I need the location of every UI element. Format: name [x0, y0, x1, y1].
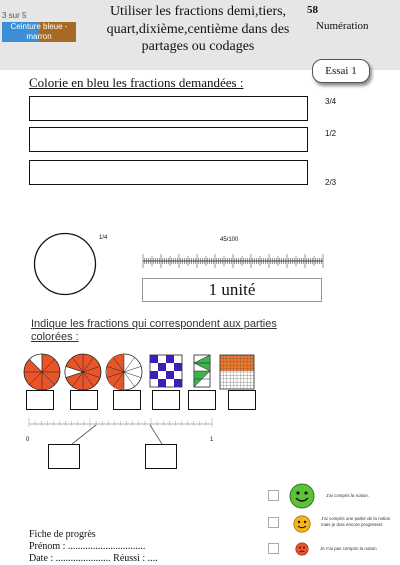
- answer-box-2[interactable]: [70, 390, 98, 410]
- green-smiley-icon: [289, 483, 315, 509]
- page-indicator: 3 sur 5: [2, 11, 27, 20]
- hundred-grid-shape: [220, 355, 254, 389]
- number-line-answer-box-1[interactable]: [48, 444, 80, 469]
- answer-box-1[interactable]: [26, 390, 54, 410]
- number-line-answer-box-2[interactable]: [145, 444, 177, 469]
- assessment-checkbox-2[interactable]: [268, 517, 279, 528]
- unit-label: 1 unité: [142, 278, 322, 302]
- belt-label: Ceinture bleue - marron: [10, 22, 68, 41]
- green-triangles-shape: [194, 355, 210, 387]
- circle-fraction-label: 1/4: [99, 235, 108, 241]
- fraction-label-2: 1/2: [325, 129, 337, 138]
- number-line-end: 1: [210, 437, 214, 443]
- fraction-label-1: 3/4: [325, 97, 337, 106]
- assessment-label-3: Je n'ai pas compris la notion: [320, 546, 377, 551]
- red-smiley-icon: [295, 542, 309, 556]
- fraction-bar-1[interactable]: [29, 96, 308, 121]
- assessment-label-1: J'ai compris la notion.: [326, 493, 370, 498]
- attempt-badge: Essai 1: [312, 59, 370, 83]
- answer-box-6[interactable]: [228, 390, 256, 410]
- number-line[interactable]: [26, 410, 236, 436]
- fraction-label-3: 2/3: [325, 178, 337, 187]
- progress-title: Fiche de progrès: [29, 529, 96, 540]
- fraction-bar-2[interactable]: [29, 127, 308, 152]
- checker-square-shape: [150, 355, 182, 387]
- number-line-start: 0: [26, 437, 30, 443]
- page-title: Utiliser les fractions demi,tiers, quart,dixième,centième dans des partages ou codages: [106, 4, 290, 54]
- assessment-checkbox-1[interactable]: [268, 490, 279, 501]
- hundredths-ruler[interactable]: [142, 251, 324, 271]
- pie-shape-3: [106, 354, 142, 390]
- fraction-bar-3[interactable]: [29, 160, 308, 185]
- pie-shape-1: [24, 354, 60, 390]
- first-name-field[interactable]: Prénom : ...............................: [29, 541, 146, 552]
- exercise3-instruction: Indique les fractions qui correspondent aux parties colorées :: [31, 318, 277, 343]
- assessment-checkbox-3[interactable]: [268, 543, 279, 554]
- subject-label: Numération: [316, 20, 369, 32]
- assessment-label-2: J'ai compris une partie de la notion mais je dois encore progresser.: [321, 516, 391, 527]
- answer-box-3[interactable]: [113, 390, 141, 410]
- colored-shapes-row: [24, 353, 258, 391]
- pie-shape-2: [65, 354, 101, 390]
- sheet-number: 58: [307, 4, 318, 16]
- yellow-smiley-icon: [293, 515, 311, 533]
- answer-box-5[interactable]: [188, 390, 216, 410]
- ruler-fraction-label: 45/100: [220, 237, 239, 243]
- exercise1-instruction: Colorie en bleu les fractions demandées :: [29, 75, 244, 90]
- fraction-circle[interactable]: [33, 232, 97, 296]
- answer-box-4[interactable]: [152, 390, 180, 410]
- footer-cut-line: Date : ...................... Réussi : ....: [29, 553, 158, 564]
